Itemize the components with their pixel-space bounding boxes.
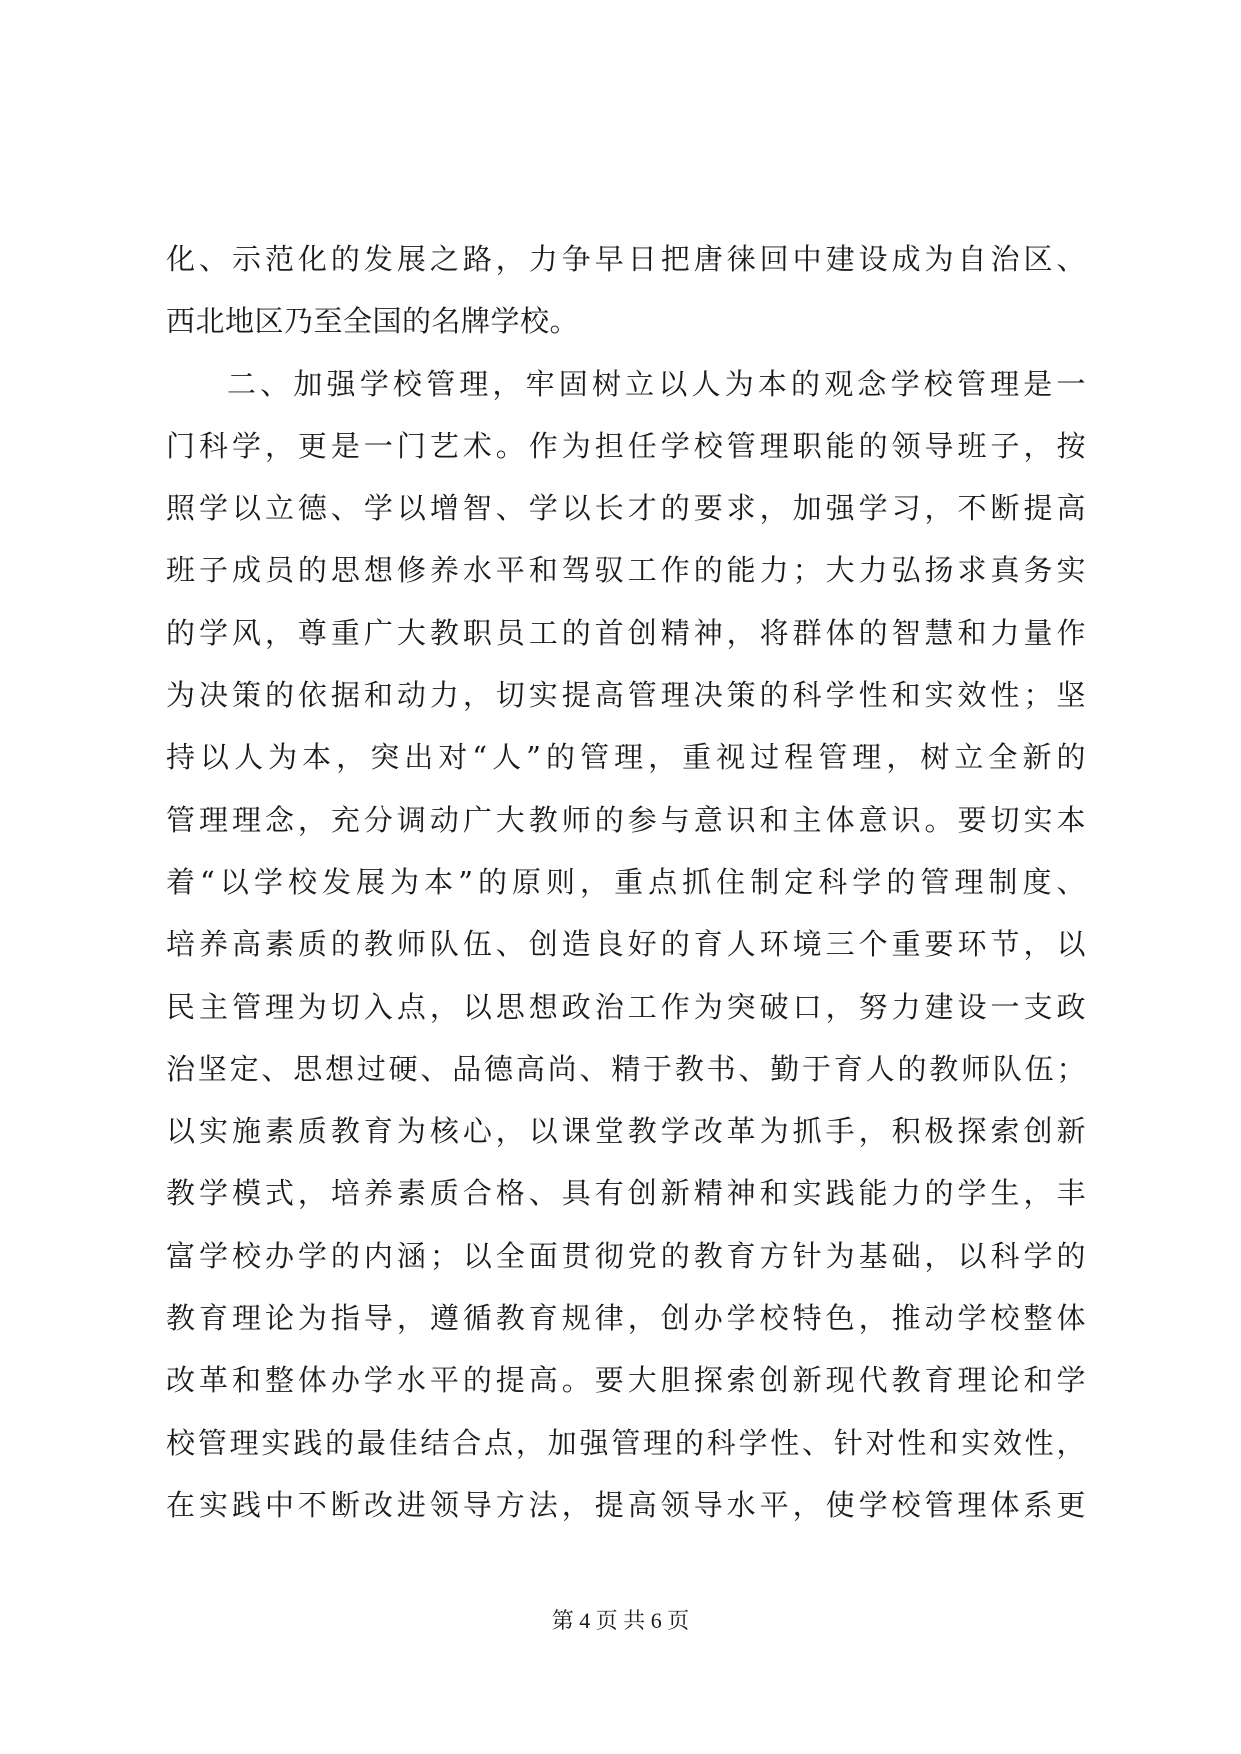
text-line: 民主管理为切入点，以思想政治工作为突破口，努力建设一支政 xyxy=(166,989,1086,1024)
text-line: 门科学，更是一门艺术。作为担任学校管理职能的领导班子，按 xyxy=(166,428,1086,463)
text-line: 校管理实践的最佳结合点，加强管理的科学性、针对性和实效性， xyxy=(166,1425,1086,1460)
body-text xyxy=(166,228,1086,1536)
text-line: 西北地区乃至全国的名牌学校。 xyxy=(166,304,580,339)
text-line: 化、示范化的发展之路，力争早日把唐徕回中建设成为自治区、 xyxy=(166,242,1086,276)
text-line: 二、加强学校管理，牢固树立以人为本的观念学校管理是一 xyxy=(227,366,1086,401)
text-line: 照学以立德、学以增智、学以长才的要求，加强学习，不断提高 xyxy=(166,491,1086,526)
text-line: 为决策的依据和动力，切实提高管理决策的科学性和实效性；坚 xyxy=(166,678,1086,713)
text-line: 在实践中不断改进领导方法，提高领导水平，使学校管理体系更 xyxy=(166,1487,1086,1522)
text-line: 管理理念，充分调动广大教师的参与意识和主体意识。要切实本 xyxy=(166,802,1086,837)
text-line: 以实施素质教育为核心，以课堂教学改革为抓手，积极探索创新 xyxy=(166,1114,1086,1149)
text-line: 治坚定、思想过硬、品德高尚、精于教书、勤于育人的教师队伍； xyxy=(166,1051,1086,1086)
text-line: 教学模式，培养素质合格、具有创新精神和实践能力的学生，丰 xyxy=(166,1176,1086,1211)
text-line: 培养高素质的教师队伍、创造良好的育人环境三个重要环节，以 xyxy=(166,927,1086,962)
text-line: 富学校办学的内涵；以全面贯彻党的教育方针为基础，以科学的 xyxy=(166,1238,1086,1273)
text-line: 教育理论为指导，遵循教育规律，创办学校特色，推动学校整体 xyxy=(166,1301,1086,1336)
text-line: 班子成员的思想修养水平和驾驭工作的能力；大力弘扬求真务实 xyxy=(166,553,1086,588)
text-line: 着“以学校发展为本”的原则，重点抓住制定科学的管理制度、 xyxy=(166,864,1086,899)
text-line: 的学风，尊重广大教职员工的首创精神，将群体的智慧和力量作 xyxy=(166,615,1086,650)
text-line: 持以人为本，突出对“人”的管理，重视过程管理，树立全新的 xyxy=(166,740,1086,775)
page-number-footer: 第 4 页 共 6 页 xyxy=(551,1608,690,1633)
text-line: 改革和整体办学水平的提高。要大胆探索创新现代教育理论和学 xyxy=(166,1363,1086,1398)
